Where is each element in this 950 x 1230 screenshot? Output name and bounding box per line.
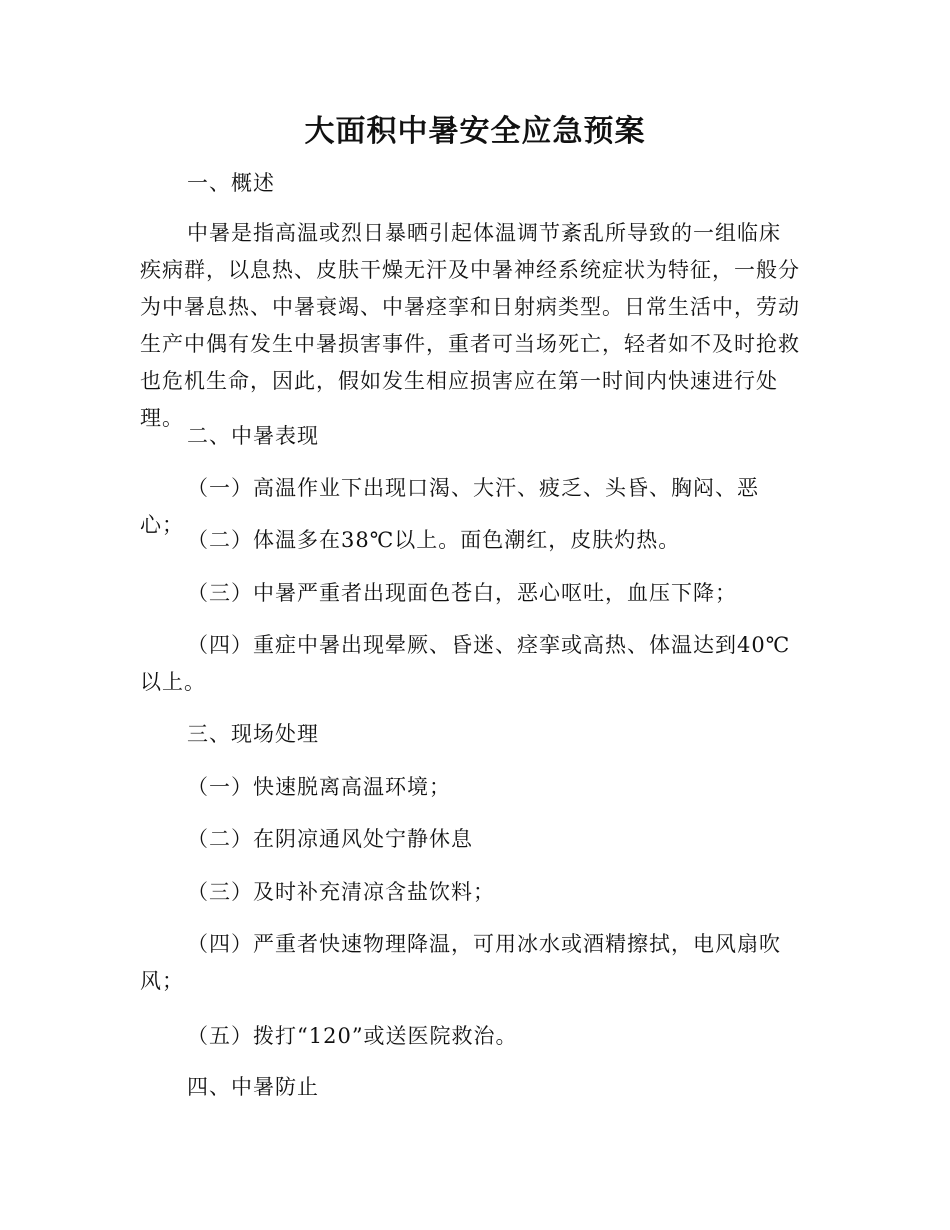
overview-paragraph: 中暑是指高温或烈日暴晒引起体温调节紊乱所导致的一组临床疾病群，以息热、皮肤干燥无汗及中暑神经系统症状为特征，一般分为中暑息热、中暑衰竭、中暑痉挛和日射病类型。日常生活中，劳动生产中偶有发生中暑损害事件，重者可当场死亡，轻者如不及时抢救也危机生命，因此，假如发生相应损害应在第一时间内快速进行处理。 <box>140 221 800 430</box>
section-heading-symptoms: 二、中暑表现 <box>187 424 319 448</box>
handling-item: （二）在阴凉通风处宁静休息 <box>187 827 473 851</box>
symptom-item: （四）重症中暑出现晕厥、昏迷、痉挛或高热、体温达到40℃以上。 <box>140 633 791 694</box>
handling-item: （四）严重者快速物理降温，可用冰水或酒精擦拭，电风扇吹风； <box>140 932 781 993</box>
handling-item: （五）拨打“120”或送医院救治。 <box>187 1024 518 1048</box>
symptom-item: （一）高温作业下出现口渴、大汗、疲乏、头昏、胸闷、恶心； <box>140 476 759 537</box>
page-title: 大面积中暑安全应急预案 <box>304 114 646 149</box>
section-heading-onsite-handling: 三、现场处理 <box>187 722 319 746</box>
section-heading-prevention: 四、中暑防止 <box>187 1075 319 1099</box>
section-heading-overview: 一、概述 <box>187 171 275 195</box>
symptom-item: （三）中暑严重者出现面色苍白，恶心呕吐，血压下降； <box>187 581 737 605</box>
handling-item: （三）及时补充清凉含盐饮料； <box>187 880 495 904</box>
handling-item: （一）快速脱离高温环境； <box>187 775 451 799</box>
symptom-item: （二）体温多在38℃以上。面色潮红，皮肤灼热。 <box>187 528 681 552</box>
